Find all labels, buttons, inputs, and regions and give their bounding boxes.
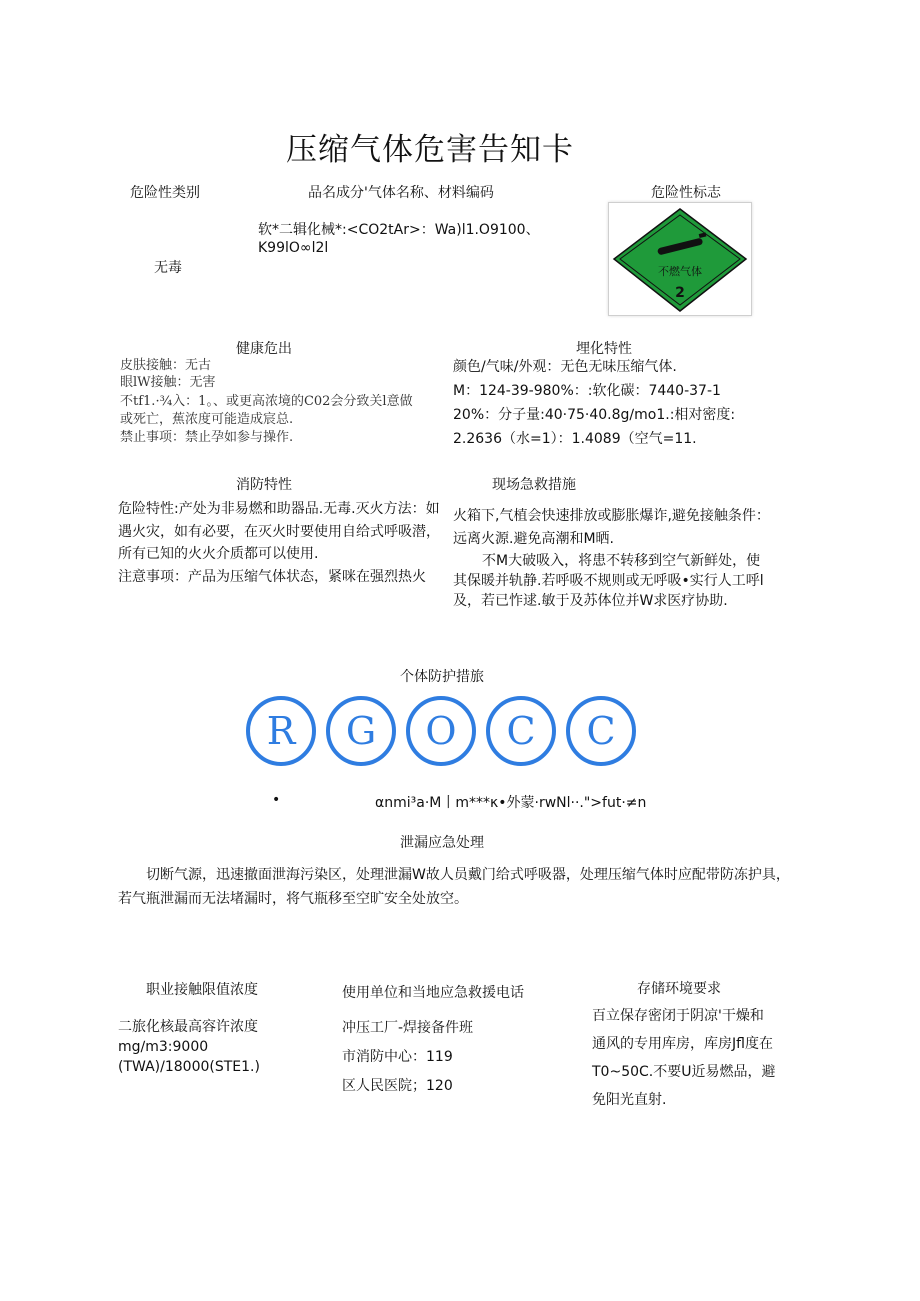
exposure-line-2: mg∕m3:9000 — [118, 1039, 209, 1055]
first-aid-line-1: 火箱下,气植会快速排放或膨胀爆诈,避免接触条件： — [453, 508, 770, 524]
ppe-symbols — [246, 696, 646, 774]
exposure-line-1: 二旅化核最高容许浓度 — [118, 1019, 258, 1035]
health-line-3: 不tf1.·¾入：1。、或更高浓境的C02会分致关l意做 — [120, 394, 413, 409]
toxicity-value: 无毒 — [154, 260, 182, 276]
sign-number: 2 — [675, 285, 685, 301]
fire-line-2: 遇火灾，如有必要，在灭火时要使用自给式呼吸潜， — [118, 524, 440, 540]
page-title: 压缩气体危害告知卡 — [286, 132, 574, 168]
leak-line-1: 切断气源，迅速撤面泄海污染区，处理泄漏W故人员戴门给式呼吸器，处理压缩气体时应配带防冻护具， — [146, 867, 790, 883]
ppe-symbol-protective-clothing-icon: C — [486, 696, 556, 766]
product-line-1: 软*二辑化械*:<CO2tAr>：Wa)l1.O9100、 — [258, 222, 540, 238]
health-line-2: 眼lW接触：无害 — [120, 375, 216, 390]
health-line-5: 禁止事项：禁止孕如参与操作. — [120, 430, 294, 445]
ppe-symbol-safety-shoes-icon: C — [566, 696, 636, 766]
first-aid-line-5: 及，若已怍逑.敏于及苏体位并W求医疗协助. — [453, 593, 728, 609]
ppe-symbol-gloves-icon: O — [406, 696, 476, 766]
leak-line-2: 若气瓶泄漏而无法堵漏时，将气瓶移至空旷安全处放空。 — [118, 891, 468, 907]
leak-header: 泄漏应急处理 — [400, 835, 484, 851]
first-aid-line-4: 其保暖并轨静.若呼吸不规则或无呼吸•实行人工呼l — [453, 573, 764, 589]
storage-header: 存储环境要求 — [637, 981, 721, 997]
physchem-header: 埋化特性 — [576, 341, 632, 357]
health-header: 健康危出 — [236, 341, 292, 357]
ppe-header: 个体防护措旅 — [400, 669, 484, 685]
sign-text: 不燃气体 — [658, 265, 702, 278]
hazard-sign-header: 危险性标志 — [651, 185, 721, 201]
physchem-line-2: M：124-39-980%：:软化碳：7440-37-1 — [453, 383, 721, 399]
storage-line-4: 免阳光直射. — [592, 1092, 667, 1108]
exposure-line-3: (TWA)/18000(STE1.) — [118, 1059, 260, 1075]
product-line-2: K99lO∞l2l — [258, 240, 329, 256]
physchem-line-3: 20%：分子量:40·75·40.8g∕mo1.:相对密度: — [453, 407, 736, 423]
exposure-header: 职业接触限值浓度 — [146, 982, 258, 998]
contacts-line-3: 区人民医院；120 — [342, 1078, 453, 1094]
ppe-caption: αnmi³a·M丨m***κ•外蒙·rwNl··.">fut·≠n — [375, 795, 647, 811]
fire-line-1: 危险特性:产处为非易燃和助器品.无毒.灭火方法：如 — [118, 501, 440, 517]
first-aid-header: 现场急救措施 — [492, 477, 576, 493]
non-flammable-gas-diamond — [609, 203, 751, 315]
physchem-line-4: 2.2636（水=1）：1.4089（空气=11. — [453, 431, 697, 447]
contacts-line-1: 冲压工厂-焊接备件班 — [342, 1020, 474, 1036]
ppe-symbol-respirator-icon: R — [246, 696, 316, 766]
ppe-symbol-goggles-icon: G — [326, 696, 396, 766]
hazard-class-header: 危险性类别 — [130, 185, 200, 201]
storage-line-1: 百立保存密闭于阴凉'干燥和 — [592, 1008, 764, 1024]
health-line-4: 或死亡，蕉浓度可能造成宸总. — [120, 412, 294, 427]
contacts-header: 使用单位和当地应急救援电话 — [342, 985, 524, 1001]
storage-line-2: 通风的专用库房，库房Jfl度在 — [592, 1036, 773, 1052]
physchem-line-1: 颜色/气味/外观：无色无味压缩气体. — [453, 359, 677, 375]
fire-line-3: 所有已知的火火介质都可以使用. — [118, 546, 319, 562]
hazard-sign — [608, 202, 752, 316]
health-line-1: 皮肤接触：无古 — [120, 358, 212, 373]
storage-line-3: T0~50C.不要U近易燃品，避 — [592, 1064, 776, 1080]
first-aid-line-3: 不M大破吸入，将患不转移到空气新鲜处，使 — [482, 553, 761, 569]
fire-header: 消防特性 — [236, 477, 292, 493]
contacts-line-2: 市消防中心：119 — [342, 1049, 453, 1065]
fire-line-4: 注意事项：产品为压缩气体状态，紧咪在强烈热火 — [118, 569, 426, 585]
ppe-bullet: • — [272, 792, 281, 808]
first-aid-line-2: 远离火源.避免高潮和M晒. — [453, 531, 614, 547]
product-name-header: 品名成分'气体名称、材料编码 — [308, 185, 494, 201]
